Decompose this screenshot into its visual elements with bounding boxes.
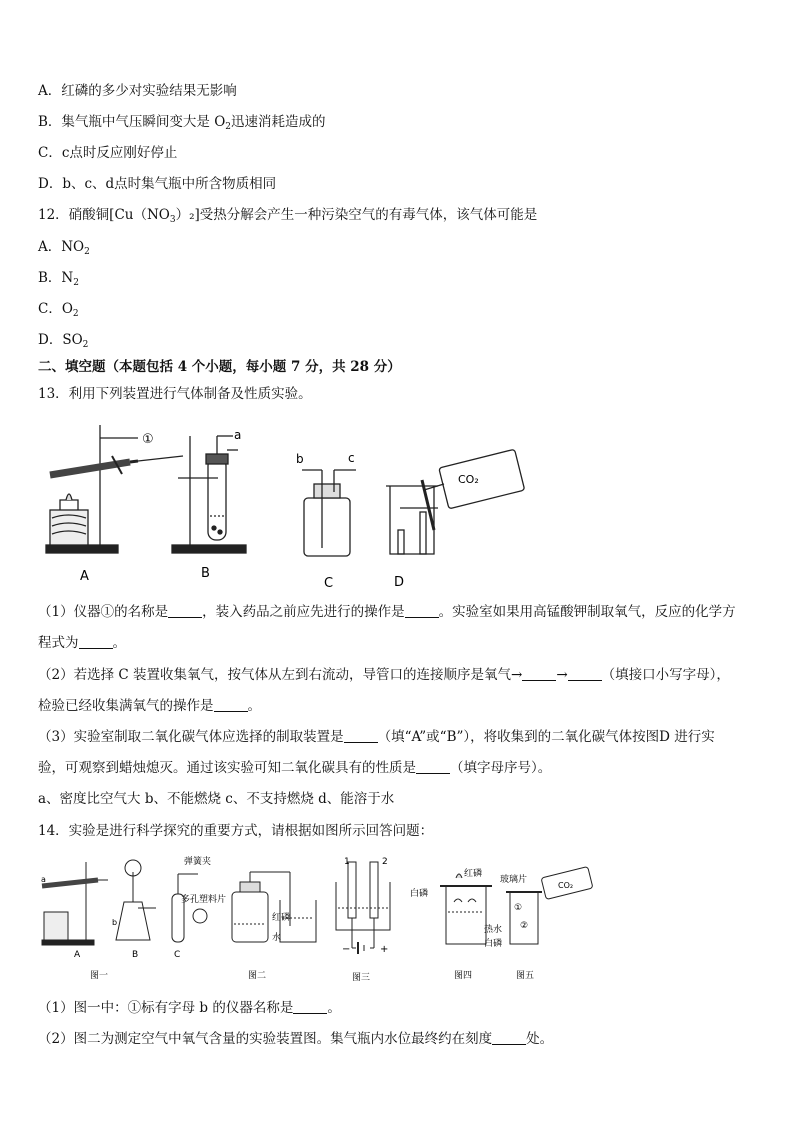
q13-part1-line2: 程式为 。 [38, 635, 126, 651]
q12-option-a: A．$NO_2$ [38, 239, 90, 257]
q14-fig2-caption: 图二 [248, 971, 267, 981]
q13-mark-c: c [348, 451, 355, 465]
q14-fig3-caption: 图三 [352, 973, 371, 983]
q14-num-1: 1 [344, 857, 350, 867]
q12-option-d: D．$SO_2$ [38, 332, 89, 350]
answer-blank[interactable] [522, 666, 556, 681]
q12-stem: 12．硝酸铜$[Cu(NO_3)_2]$受热分解会产生一种污染空气的有毒气体，该气体可能是 [38, 207, 538, 225]
q13-mark-a: a [234, 428, 242, 442]
answer-blank[interactable] [568, 666, 602, 681]
q14-plate-label: 多孔塑料片 [181, 895, 227, 905]
q12-option-c: C．$O_2$ [38, 301, 79, 319]
answer-blank[interactable] [79, 634, 113, 649]
q14-stem: 14．实验是进行科学探究的重要方式，请根据如图所示回答问题： [38, 823, 434, 839]
q14-num-2: 2 [382, 857, 388, 867]
q14-label-a: A [74, 950, 81, 960]
q14-redp-label: 红磷 [272, 913, 291, 923]
q13-apparatus-figure [38, 420, 558, 595]
q13-part1-line1: （1）仪器①的名称是 ，装入药品之前应先进行的操作是 。实验室如果用高锰酸钾制取氧气，反应的化学方 [38, 604, 736, 620]
q13-stem: 13．利用下列装置进行气体制备及性质实验。 [38, 386, 312, 402]
q13-part2-line1: （2）若选择 C 装置收集氧气，按气体从左到右流动，导管口的连接顺序是氧气→ → （填接口小写字母）， [38, 667, 730, 683]
q14-whitep-label: 白磷 [410, 889, 429, 899]
q14-minus: − [342, 944, 351, 955]
q13-mark-b: b [296, 452, 304, 466]
answer-blank[interactable] [344, 728, 378, 743]
q14-apparatus-figure [38, 852, 598, 987]
q13-co2-label: CO₂ [458, 473, 479, 486]
q14-fig5-caption: 图五 [516, 971, 535, 981]
q14-hotwater-label: 热水 [484, 925, 503, 935]
q13-part3-choices: a、密度比空气大 b、不能燃烧 c、不支持燃烧 d、能溶于水 [38, 791, 395, 807]
q14-part1: （1）图一中：①标有字母 b 的仪器名称是 。 [38, 1000, 341, 1016]
q11-option-c: C．c点时反应刚好停止 [38, 145, 178, 161]
q14-redp2-label: 红磷 [464, 869, 483, 879]
q14-water-label: 水 [272, 933, 282, 943]
answer-blank[interactable] [405, 603, 439, 618]
q12-option-b: B．$N_2$ [38, 270, 79, 288]
q13-mark-1: ① [142, 432, 154, 447]
section-heading: 二、填空题（本题包括 4 个小题，每小题 7 分，共 28 分） [38, 359, 401, 375]
q14-apparatus-drawing [38, 852, 598, 987]
q13-apparatus-drawing [38, 420, 558, 595]
q14-glass-label: 玻璃片 [500, 875, 528, 885]
q13-label-d: D [394, 575, 405, 590]
answer-blank[interactable] [492, 1030, 526, 1045]
q13-label-a: A [80, 569, 89, 584]
q14-fig1-caption: 图一 [90, 971, 109, 981]
q11-option-d: D．b、c、d点时集气瓶中所含物质相同 [38, 176, 277, 192]
q13-part2-line2: 检验已经收集满氧气的操作是 。 [38, 698, 261, 714]
answer-blank[interactable] [293, 999, 327, 1014]
answer-blank[interactable] [214, 697, 248, 712]
q13-part3-line2: 验，可观察到蜡烛熄灭。通过该实验可知二氧化碳具有的性质是 （填字母序号）。 [38, 760, 552, 776]
q11-option-a: A．红磷的多少对实验结果无影响 [38, 83, 237, 99]
q14-plus: + [380, 944, 389, 955]
q13-label-b: B [201, 566, 210, 581]
q13-part3-line1: （3）实验室制取二氧化碳气体应选择的制取装置是 （填“A”或“B”），将收集到的二氧化碳气体按图D 进行实 [38, 729, 715, 745]
q14-label-b: B [132, 950, 139, 960]
answer-blank[interactable] [416, 759, 450, 774]
q14-circle-2: ② [520, 921, 529, 931]
q14-fig4-caption: 图四 [454, 971, 473, 981]
q13-label-c: C [324, 576, 334, 591]
q14-mark-b: b [112, 918, 118, 927]
q11-option-b: B．集气瓶中气压瞬间变大是 $O_2$迅速消耗造成的 [38, 114, 326, 132]
q14-label-c: C [174, 950, 181, 960]
q14-co2-label: CO₂ [558, 881, 574, 890]
q14-clip-label: 弹簧夹 [184, 857, 212, 867]
answer-blank[interactable] [168, 603, 202, 618]
q14-whitep2-label: 白磷 [484, 939, 503, 949]
q14-circle-1: ① [514, 903, 523, 913]
q14-part2: （2）图二为测定空气中氧气含量的实验装置图。集气瓶内水位最终约在刻度 处。 [38, 1031, 554, 1047]
q14-mark-a: a [41, 875, 46, 884]
